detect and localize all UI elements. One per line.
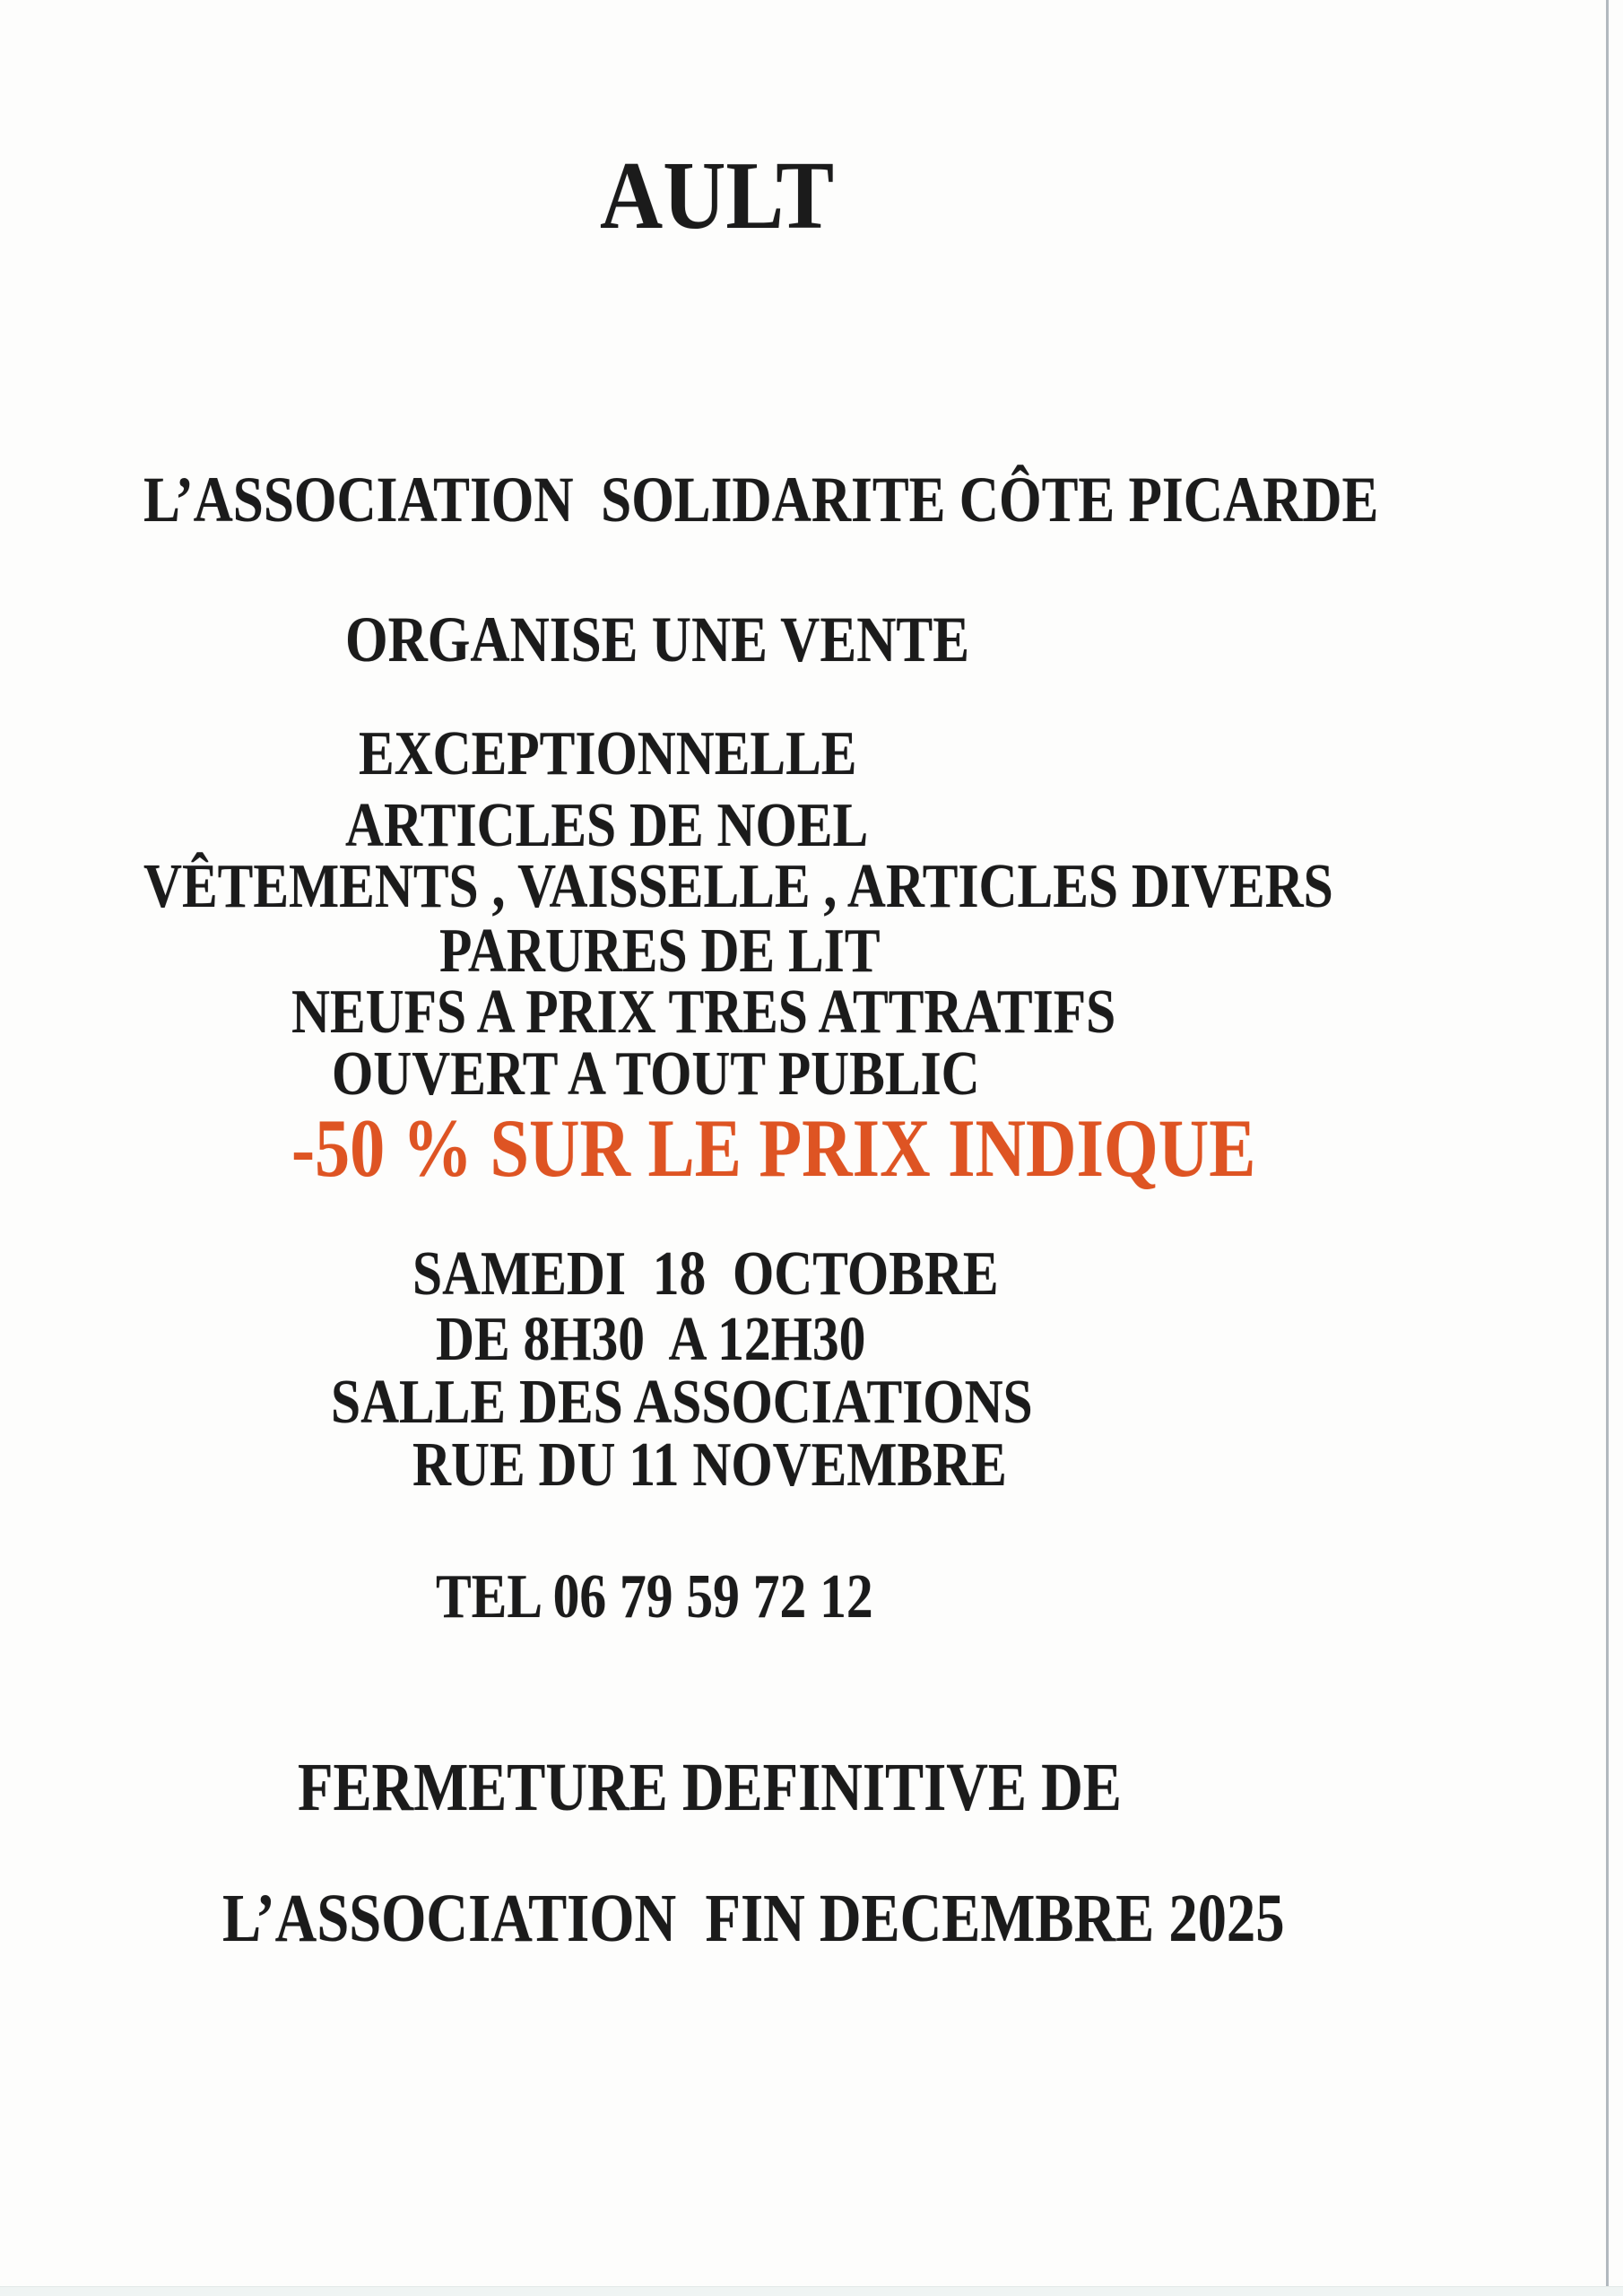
poster-line-vetements: VÊTEMENTS , VAISSELLE , ARTICLES DIVERS [143,852,1333,921]
poster-line-parures: PARURES DE LIT [439,917,881,986]
poster-line-organise: ORGANISE UNE VENTE [345,604,970,675]
poster-title: AULT [600,143,835,249]
poster-line-discount: -50 % SUR LE PRIX INDIQUE [291,1102,1256,1194]
poster-line-hours: DE 8H30 A 12H30 [436,1305,866,1374]
poster-line-rue: RUE DU 11 NOVEMBRE [412,1431,1007,1500]
poster-line-exceptionnelle: EXCEPTIONNELLE [359,719,857,788]
poster-line-association: L’ASSOCIATION SOLIDARITE CÔTE PICARDE [143,464,1379,535]
poster-line-fin-decembre: L’ASSOCIATION FIN DECEMBRE 2025 [222,1881,1285,1956]
poster-line-fermeture: FERMETURE DEFINITIVE DE [298,1750,1122,1825]
poster-line-salle: SALLE DES ASSOCIATIONS [331,1368,1033,1437]
poster-line-ouvert: OUVERT A TOUT PUBLIC [332,1039,980,1109]
scan-bottom-strip [0,2286,1623,2296]
poster-line-date: SAMEDI 18 OCTOBRE [412,1239,999,1309]
poster-line-neufs: NEUFS A PRIX TRES ATTRATIFS [291,978,1116,1047]
poster-line-phone: TEL 06 79 59 72 12 [436,1562,873,1631]
poster-line-articles-noel: ARTICLES DE NOEL [345,791,869,860]
scan-edge-line [1606,0,1609,2296]
